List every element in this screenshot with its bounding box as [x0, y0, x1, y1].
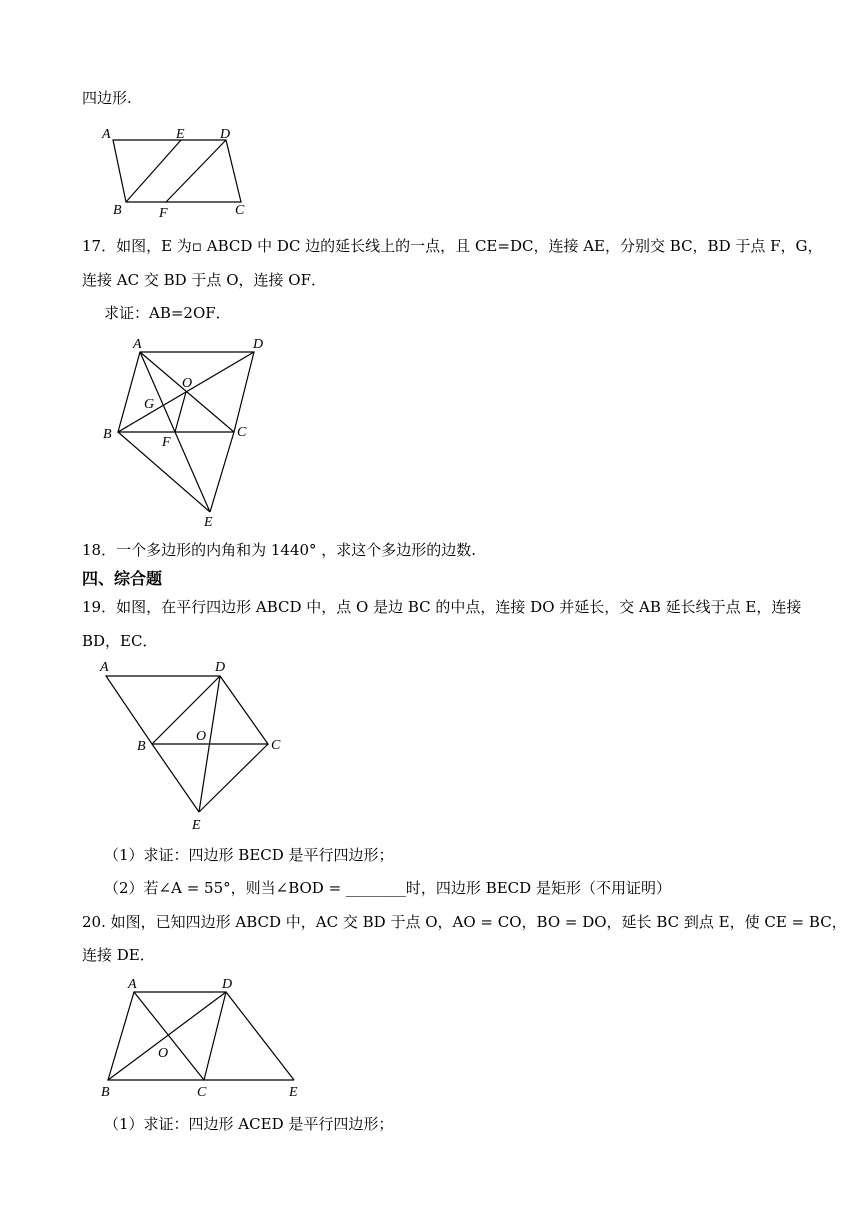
q17-line-2: 连接 AC 交 BD 于点 O，连接 OF． [82, 271, 326, 289]
fig19-label-b: B [137, 739, 146, 754]
fig19-label-d: D [215, 660, 226, 675]
fig17-label-e: E [204, 515, 213, 528]
fig16-label-b: B [113, 203, 122, 218]
fig20-label-d: D [222, 977, 233, 992]
fig19-label-o: O [196, 729, 207, 744]
fig20-label-c: C [197, 1085, 207, 1100]
fig19-label-c: C [271, 738, 281, 753]
fig17-segment-ce [210, 432, 234, 512]
fig17-label-b: B [103, 427, 112, 442]
fig19-segment-be [152, 744, 199, 812]
fig20-label-b: B [101, 1085, 110, 1100]
fig19-segment-ce [199, 744, 268, 812]
q20-part-1: （1）求证：四边形 ACED 是平行四边形； [104, 1115, 394, 1133]
fig16-segment-be [126, 140, 181, 202]
fig17-label-g: G [144, 397, 155, 412]
fig17-label-f: F [162, 435, 171, 450]
q19-part-2: （2）若∠A = 55°，则当∠BOD = ________时，四边形 BECD 是矩形（不用证明） [104, 879, 671, 897]
figure-20 [96, 972, 316, 1104]
fig16-segment-fd [166, 140, 226, 202]
q17-prove: 求证：AB=2OF． [104, 304, 231, 322]
fig16-label-a: A [102, 127, 111, 142]
q19-line-2: BD，EC． [82, 632, 158, 650]
fig16-label-d: D [220, 127, 231, 142]
fig16-label-f: F [159, 206, 168, 221]
fig17-label-d: D [253, 337, 264, 352]
figure-16 [96, 120, 256, 222]
fig19-label-e: E [192, 818, 201, 833]
q19-line-1: 19．如图，在平行四边形 ABCD 中，点 O 是边 BC 的中点，连接 DO 并延长，交 AB 延长线于点 E，连接 [82, 598, 802, 616]
fig16-parallelogram [113, 140, 241, 202]
fig20-label-a: A [128, 977, 137, 992]
fig17-label-c: C [237, 425, 247, 440]
q20-line-1: 20. 如图，已知四边形 ABCD 中，AC 交 BD 于点 O，AO = CO，BO = DO，延长 BC 到点 E，使 CE = BC， [82, 913, 847, 931]
figure-19 [96, 654, 296, 834]
fig20-segment-de [226, 992, 294, 1080]
fig17-label-a: A [133, 337, 142, 352]
q17-line-1: 17．如图，E 为▫ ABCD 中 DC 边的延长线上的一点，且 CE=DC，连接 AE，分别交 BC，BD 于点 F，G， [82, 237, 823, 255]
q20-line-2: 连接 DE． [82, 946, 155, 964]
fig17-label-o: O [182, 376, 193, 391]
fig16-label-e: E [176, 127, 185, 142]
fig20-label-e: E [289, 1085, 298, 1100]
figure-17 [96, 332, 286, 528]
q16-tail-text: 四边形. [82, 89, 132, 107]
fig16-label-c: C [235, 203, 245, 218]
fig20-diagonal-ac [134, 992, 204, 1080]
section-heading: 四、综合题 [82, 569, 163, 588]
fig19-label-a: A [100, 660, 109, 675]
fig20-diagonal-bd [108, 992, 226, 1080]
fig19-diagonal-bd [152, 676, 220, 744]
q19-part-1: （1）求证：四边形 BECD 是平行四边形； [104, 846, 394, 864]
q18-text: 18．一个多边形的内角和为 1440° ，求这个多边形的边数. [82, 541, 477, 559]
fig19-parallelogram [106, 676, 268, 744]
fig20-label-o: O [158, 1046, 169, 1061]
